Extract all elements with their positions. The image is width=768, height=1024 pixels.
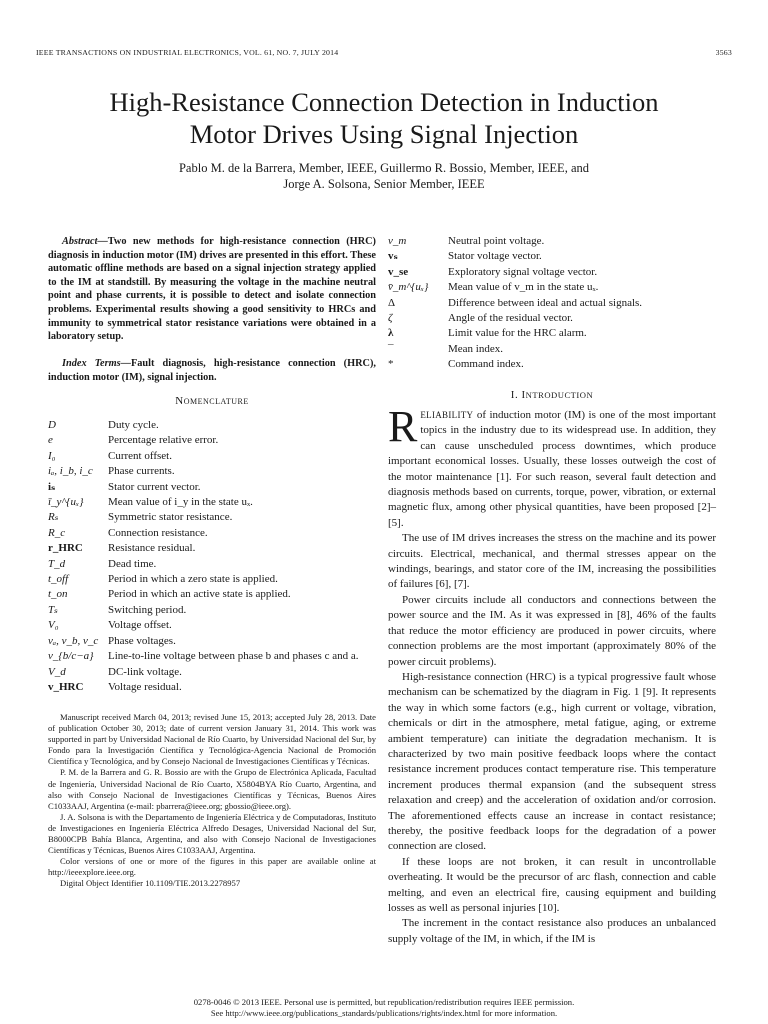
introduction-body	[388, 402, 716, 947]
symbol: I₀	[48, 449, 56, 462]
running-head	[36, 48, 732, 57]
paragraph: Power circuits include all conductors and connections between the power source and the IM. As it was expressed in [8], 46% of the faults that reduce the motor efficiency are produced in power circuits, where connection problems are the most important (approximately 80% of the power circuit problems).	[388, 593, 716, 668]
nomenclature-entry	[48, 510, 376, 525]
footnote-paragraph: Color versions of one or more of the figures in this paper are available online at http://ieeexplore.ieee.org.	[48, 856, 376, 878]
nomenclature-entry	[48, 649, 376, 664]
symbol: λ	[388, 327, 394, 340]
nomenclature-entry	[48, 587, 376, 602]
symbol: ζ	[388, 312, 393, 325]
description: Voltage residual.	[108, 680, 182, 693]
description: Resistance residual.	[108, 542, 196, 555]
nomenclature-list	[48, 418, 376, 695]
symbol: T_d	[48, 557, 66, 570]
symbol: t_on	[48, 588, 68, 601]
journal-name: IEEE TRANSACTIONS ON INDUSTRIAL ELECTRONICS, VOL. 61, NO. 7, JULY 2014	[36, 48, 339, 57]
description: Limit value for the HRC alarm.	[448, 327, 587, 340]
symbol: vₐ, v_b, v_c	[48, 634, 99, 647]
description: Voltage offset.	[108, 619, 172, 632]
symbol: e	[48, 434, 53, 447]
author-list	[36, 160, 732, 192]
symbol: Δ	[388, 296, 396, 309]
description: Percentage relative error.	[108, 434, 219, 447]
section-title: INTRODUCTION	[521, 389, 594, 401]
page-number: 3563	[715, 48, 732, 57]
nomenclature-entry	[48, 572, 376, 587]
footnote-paragraph: P. M. de la Barrera and G. R. Bossio are with the Grupo de Electrónica Aplicada, Facultad de Ingeniería, Universidad Nacional de Río Cuarto, X5804BYA Río Cuarto, Argentina, and also with Consejo Nacional de Investigaciones Científicas y Técnicas, Buenos Aires C1033AAJ, Argentina (e-mail: pbarrera@ieee.org; gbossio@ieee.org).	[48, 767, 376, 811]
symbol: Tₛ	[48, 603, 58, 616]
nomenclature-entry	[388, 342, 716, 357]
abstract	[48, 235, 376, 344]
symbol: V_d	[48, 665, 66, 678]
nomenclature-entry	[388, 265, 716, 280]
nomenclature-entry	[48, 418, 376, 433]
symbol: v̄_m^{uₓ}	[388, 281, 429, 294]
nomenclature-entry	[388, 234, 716, 249]
nomenclature-entry	[48, 603, 376, 618]
description: Current offset.	[108, 449, 172, 462]
description: Line-to-line voltage between phase b and phases c and a.	[108, 650, 359, 663]
description: Duty cycle.	[108, 419, 159, 431]
index-terms	[48, 357, 376, 384]
description: Period in which a zero state is applied.	[108, 573, 278, 586]
footnote	[48, 712, 376, 890]
copyright-notice	[36, 997, 732, 1019]
nomenclature-entry	[48, 526, 376, 541]
paper-title	[36, 86, 732, 150]
nomenclature-entry	[48, 480, 376, 495]
description: Phase voltages.	[108, 634, 176, 647]
symbol: v_HRC	[48, 680, 84, 693]
nomenclature-entry	[48, 634, 376, 649]
nomenclature-list-continued	[388, 234, 716, 373]
copyright-line: See http://www.ieee.org/publications_standards/publications/rights/index.html for more information.	[210, 1008, 558, 1018]
symbol: t_off	[48, 573, 69, 586]
description: Connection resistance.	[108, 526, 208, 539]
introduction-heading	[388, 389, 716, 401]
symbol: V₀	[48, 619, 59, 632]
symbol: vₛ	[388, 250, 398, 263]
symbol: R_c	[48, 526, 66, 539]
description: Dead time.	[108, 557, 157, 570]
description: Mean value of i_y in the state uₓ.	[108, 496, 253, 509]
nomenclature-entry	[48, 433, 376, 448]
paragraph: If these loops are not broken, it can result in uncontrollable overheating. It would be the precursor of arc flash, connection and cable melting, and even an electrical fire, causing equipment and building losses as well as personal injuries [10].	[388, 855, 716, 914]
nomenclature-entry	[48, 541, 376, 556]
nomenclature-entry	[48, 680, 376, 695]
description: Stator voltage vector.	[448, 250, 542, 263]
symbol: D	[48, 419, 56, 431]
symbol: v_se	[388, 265, 409, 278]
description: Phase currents.	[108, 465, 175, 478]
description: DC-link voltage.	[108, 665, 182, 678]
nomenclature-entry	[388, 357, 716, 372]
description: Difference between ideal and actual signals.	[448, 296, 643, 309]
footnote-paragraph: Manuscript received March 04, 2013; revised June 15, 2013; accepted July 28, 2013. Date of publication October 30, 2013; date of current version January 31, 2014. This work was supported in part by Universidad Nacional de Río Cuarto, by Universidad Nacional del Sur, by Fondo para la Investigación Científica y Tecnológica-Agencia Nacional de Promoción Científica y Tecnológica, and by Consejo Nacional de Investigaciones Científicas y Técnicas.	[48, 712, 376, 767]
description: Mean value of v_m in the state uₓ.	[448, 281, 599, 294]
description: Neutral point voltage.	[448, 235, 545, 247]
paragraph: The increment in the contact resistance also produces an unbalanced supply voltage of the IM, in which, if the IM is	[388, 917, 716, 945]
nomenclature-entry	[48, 557, 376, 572]
nomenclature-entry	[48, 449, 376, 464]
index-terms-text: Fault diagnosis, high-resistance connection (HRC), induction motor (IM), signal injection.	[48, 358, 376, 383]
symbol: r_HRC	[48, 542, 83, 555]
description: Switching period.	[108, 603, 187, 616]
section-number: I.	[510, 389, 519, 401]
title-line: High-Resistance Connection Detection in Induction	[109, 87, 659, 117]
nomenclature-entry	[48, 464, 376, 479]
symbol: iₐ, i_b, i_c	[48, 465, 93, 478]
paragraph: The use of IM drives increases the stress on the machine and its power circuits. Electrical, mechanical, and thermal stresses appear on the windings, bearings, and stator core of the IM, increasing the possibilities of failures [6], [7].	[388, 532, 716, 591]
symbol: *	[388, 358, 394, 371]
description: Mean index.	[448, 342, 503, 355]
description: Command index.	[448, 358, 524, 371]
index-terms-label: Index Terms—	[62, 358, 131, 369]
description: Period in which an active state is applied.	[108, 588, 291, 601]
nomenclature-entry	[388, 280, 716, 295]
abstract-text: Two new methods for high-resistance connection (HRC) diagnosis in induction motor (IM) drives are presented in this effort. These automatic offline methods are based on a signal injection strategy applied to the IM at standstill. By measuring the voltage in the machine neutral point and phase currents, it is possible to detect and isolate connection problems. Experimental results showing a good sensitivity to HRCs and immunity to symmetrical stator resistance variations were obtained in a laboratory setup.	[48, 236, 376, 343]
nomenclature-entry	[388, 311, 716, 326]
authors-line: Jorge A. Solsona, Senior Member, IEEE	[283, 177, 485, 191]
symbol: ¯	[388, 342, 394, 355]
nomenclature-heading: Nomenclature	[175, 395, 249, 407]
first-word: ELIABILITY	[420, 410, 474, 420]
nomenclature-entry	[48, 665, 376, 680]
authors-line: Pablo M. de la Barrera, Member, IEEE, Guillermo R. Bossio, Member, IEEE, and	[178, 161, 589, 175]
nomenclature-entry	[388, 249, 716, 264]
nomenclature-entry	[48, 495, 376, 510]
nomenclature-entry	[388, 326, 716, 341]
paragraph: High-resistance connection (HRC) is a typical progressive fault whose mechanism can be schematized by the diagram in Fig. 1 [9]. It represents the way in which some factors (e.g., high current or voltage, vibration, chemicals or dirt in the atmosphere, metal fatigue, aging, or extreme ambient temperature) can initiate the degradation mechanism. It is characterized by two main positive feedback loops where the contact resistance increment produces contact temperature rise. This temperature increment produces thermal expansion (and the subsequent stress relaxation and creep) and the acceleration of oxidation and/or corrosion. The aforementioned effects cause an increase in contact resistance; thereby, the positive feedback loops for the degradation of a power connection are closed.	[388, 670, 716, 853]
paragraph: RELIABILITY of induction motor (IM) is one of the most important topics in the industry due to its widespread use. In addition, they can cause unscheduled process downtimes, which produce important economical losses. Usually, these losses outweigh the cost of the motor maintenance [1]. For such reason, several fault detection and diagnosis methods based on currents, torque, power, vibration, or external magnetic flux, among other physical quantities, have been proposed [2]–[5].	[388, 402, 716, 529]
footnote-paragraph: Digital Object Identifier 10.1109/TIE.2013.2278957	[60, 878, 241, 889]
symbol: v_{b/c−a}	[48, 650, 94, 663]
abstract-label: Abstract—	[62, 236, 108, 247]
copyright-line: 0278-0046 © 2013 IEEE. Personal use is permitted, but republication/redistribution requires IEEE permission.	[193, 997, 575, 1007]
symbol: Rₛ	[48, 511, 59, 524]
description: Exploratory signal voltage vector.	[448, 265, 598, 278]
description: Symmetric stator resistance.	[108, 511, 233, 524]
drop-cap: R	[388, 402, 418, 451]
symbol: v_m	[388, 235, 407, 247]
symbol: ī_y^{uₓ}	[48, 496, 84, 509]
nomenclature-entry	[48, 618, 376, 633]
symbol: iₛ	[48, 480, 56, 493]
footnote-paragraph: J. A. Solsona is with the Departamento de Ingeniería Eléctrica y de Computadoras, Instituto de Investigaciones en Ingeniería Eléctrica Alfredo Desages, Universidad Nacional del Sur, B8000CPB Bahía Blanca, Argentina, and also with Consejo Nacional de Investigaciones Científicas y Técnicas, Buenos Aires C1033AAJ, Argentina.	[48, 811, 376, 856]
description: Stator current vector.	[108, 480, 201, 493]
description: Angle of the residual vector.	[448, 312, 573, 325]
nomenclature-entry	[388, 296, 716, 311]
title-line: Motor Drives Using Signal Injection	[189, 119, 579, 149]
